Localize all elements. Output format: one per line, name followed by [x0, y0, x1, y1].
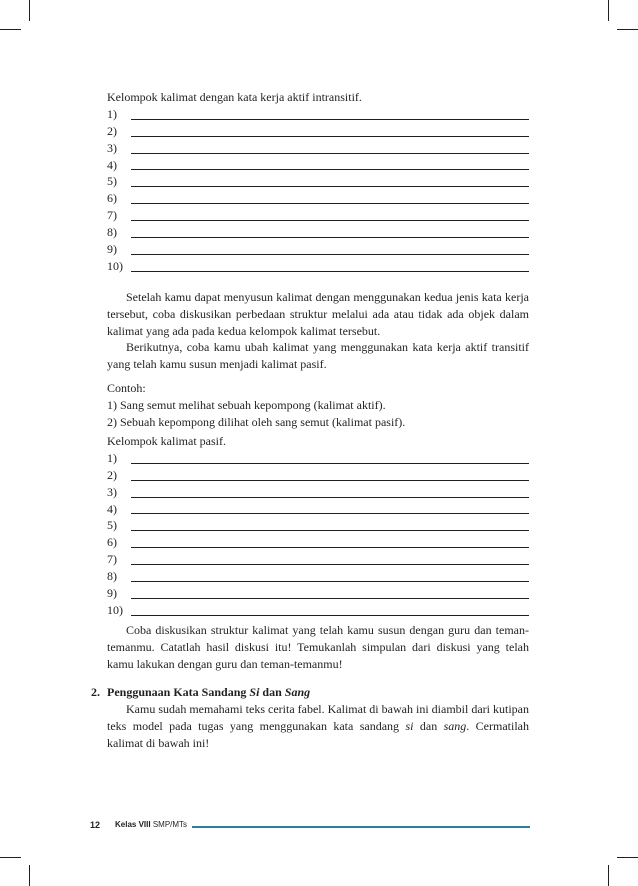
intransitive-answer-line[interactable]	[131, 175, 529, 187]
passive-answer-line[interactable]	[131, 519, 529, 531]
crop-mark	[617, 29, 638, 30]
passive-answer-line[interactable]	[131, 587, 529, 599]
intransitive-item-number: 2)	[107, 123, 117, 138]
passive-item-number: 7)	[107, 552, 117, 567]
crop-mark	[0, 29, 21, 30]
paragraph-article-part3: . Cermatilah kalimat di bawah ini!	[107, 718, 529, 750]
intransitive-item-number: 5)	[107, 174, 117, 189]
intransitive-answer-line[interactable]	[131, 158, 529, 170]
example-passive: 2) Sebuah kepompong dilihat oleh sang semut (kalimat pasif).	[107, 414, 406, 429]
section-2-title	[91, 684, 531, 701]
paragraph-article-part2: dan	[413, 718, 444, 733]
intransitive-answer-line[interactable]	[131, 209, 529, 221]
paragraph-article-si: si	[405, 718, 414, 733]
passive-list	[107, 450, 529, 619]
intransitive-item	[107, 157, 529, 174]
paragraph-discussion: Setelah kamu dapat menyusun kalimat dengan menggunakan kedua jenis kata kerja tersebut, coba diskusikan perbedaan struktur melalui ada atau tidak ada objek dalam kalimat yang ada pada kedua kelompok kalimat tersebut.	[107, 290, 529, 338]
passive-answer-line[interactable]	[131, 452, 529, 464]
example-active: 1) Sang semut melihat sebuah kepompong (kalimat aktif).	[107, 397, 386, 412]
intransitive-item	[107, 173, 529, 190]
passive-item-number: 5)	[107, 518, 117, 533]
passive-answer-line[interactable]	[131, 502, 529, 514]
passive-answer-line[interactable]	[131, 570, 529, 582]
passive-item	[107, 585, 529, 602]
section-title-mid: dan	[259, 685, 285, 699]
intransitive-answer-line[interactable]	[131, 226, 529, 238]
intransitive-answer-line[interactable]	[131, 125, 529, 137]
passive-item	[107, 551, 529, 568]
intransitive-answer-line[interactable]	[131, 260, 529, 272]
example-heading: Contoh:	[107, 381, 146, 395]
intransitive-item-number: 3)	[107, 140, 117, 155]
passive-item-number: 9)	[107, 586, 117, 600]
intransitive-answer-line[interactable]	[131, 243, 529, 255]
footer-rule	[192, 826, 530, 828]
paragraph-article-sang: sang	[443, 718, 467, 733]
passive-answer-line[interactable]	[131, 469, 529, 481]
crop-mark	[608, 0, 609, 21]
passive-item	[107, 602, 529, 619]
intransitive-item-number: 1)	[107, 106, 117, 121]
passive-item-number: 10)	[107, 602, 123, 617]
intransitive-answer-line[interactable]	[131, 108, 529, 120]
crop-mark	[617, 857, 638, 858]
passive-item	[107, 534, 529, 551]
intransitive-item	[107, 207, 529, 224]
passive-item-number: 4)	[107, 501, 117, 516]
paragraph-conclusion: Coba diskusikan struktur kalimat yang telah kamu susun dengan guru dan teman-temanmu. Catatlah hasil diskusi itu! Temukanlah simpulan dari diskusi yang telah kamu lakukan dengan guru dan teman-temanmu!	[107, 623, 529, 671]
intransitive-item	[107, 123, 529, 140]
intransitive-list	[107, 106, 529, 275]
section-title-si: Si	[249, 685, 260, 699]
page-footer	[90, 820, 531, 834]
intransitive-item-number: 10)	[107, 258, 123, 273]
paragraph-article-part1: Kamu sudah memahami teks cerita fabel. Kalimat di bawah ini diambil dari kutipan teks model pada tugas yang menggunakan kata sandang	[107, 702, 529, 733]
conclusion-section	[107, 622, 529, 672]
passive-answer-line[interactable]	[131, 536, 529, 548]
intransitive-answer-line[interactable]	[131, 192, 529, 204]
intransitive-item-number: 7)	[107, 208, 117, 223]
intransitive-section	[107, 89, 529, 275]
paragraph-article-intro	[107, 701, 529, 751]
intransitive-item	[107, 140, 529, 157]
example-section	[107, 380, 529, 431]
paragraph-passive-instruction: Berikutnya, coba kamu ubah kalimat yang menggunakan kata kerja aktif transitif yang telah kamu susun menjadi kalimat pasif.	[107, 340, 529, 372]
section-title-prefix: Penggunaan Kata Sandang	[107, 685, 250, 699]
passive-item	[107, 450, 529, 467]
passive-item	[107, 484, 529, 501]
passive-heading: Kelompok kalimat pasif.	[107, 434, 226, 448]
passive-answer-line[interactable]	[131, 486, 529, 498]
passive-item-number: 3)	[107, 484, 117, 499]
passive-answer-line[interactable]	[131, 604, 529, 616]
intransitive-item-number: 8)	[107, 225, 117, 240]
discussion-section	[107, 289, 529, 373]
intransitive-heading: Kelompok kalimat dengan kata kerja aktif intransitif.	[107, 90, 362, 104]
passive-item-number: 6)	[107, 535, 117, 550]
intransitive-item	[107, 224, 529, 241]
passive-item	[107, 568, 529, 585]
crop-mark	[608, 865, 609, 886]
passive-item-number: 1)	[107, 450, 117, 465]
passive-item	[107, 517, 529, 534]
footer-level-label: SMP/MTs	[152, 820, 188, 829]
section-title-sang: Sang	[284, 685, 311, 699]
footer-class-label: Kelas VIII	[115, 820, 151, 829]
intransitive-answer-line[interactable]	[131, 142, 529, 154]
section-2-body	[107, 701, 529, 751]
crop-mark	[0, 857, 21, 858]
section-number: 2.	[91, 685, 100, 699]
crop-mark	[29, 0, 30, 21]
crop-mark	[29, 865, 30, 886]
passive-item	[107, 501, 529, 518]
intransitive-item	[107, 258, 529, 275]
passive-section	[107, 433, 529, 619]
intransitive-item-number: 6)	[107, 191, 117, 206]
footer-class	[115, 820, 187, 829]
passive-answer-line[interactable]	[131, 553, 529, 565]
passive-item	[107, 467, 529, 484]
intransitive-item	[107, 190, 529, 207]
intransitive-item-number: 4)	[107, 157, 117, 172]
intransitive-item-number: 9)	[107, 242, 117, 256]
page-number: 12	[90, 820, 101, 830]
passive-item-number: 8)	[107, 569, 117, 584]
passive-item-number: 2)	[107, 467, 117, 482]
intransitive-item	[107, 106, 529, 123]
intransitive-item	[107, 241, 529, 258]
